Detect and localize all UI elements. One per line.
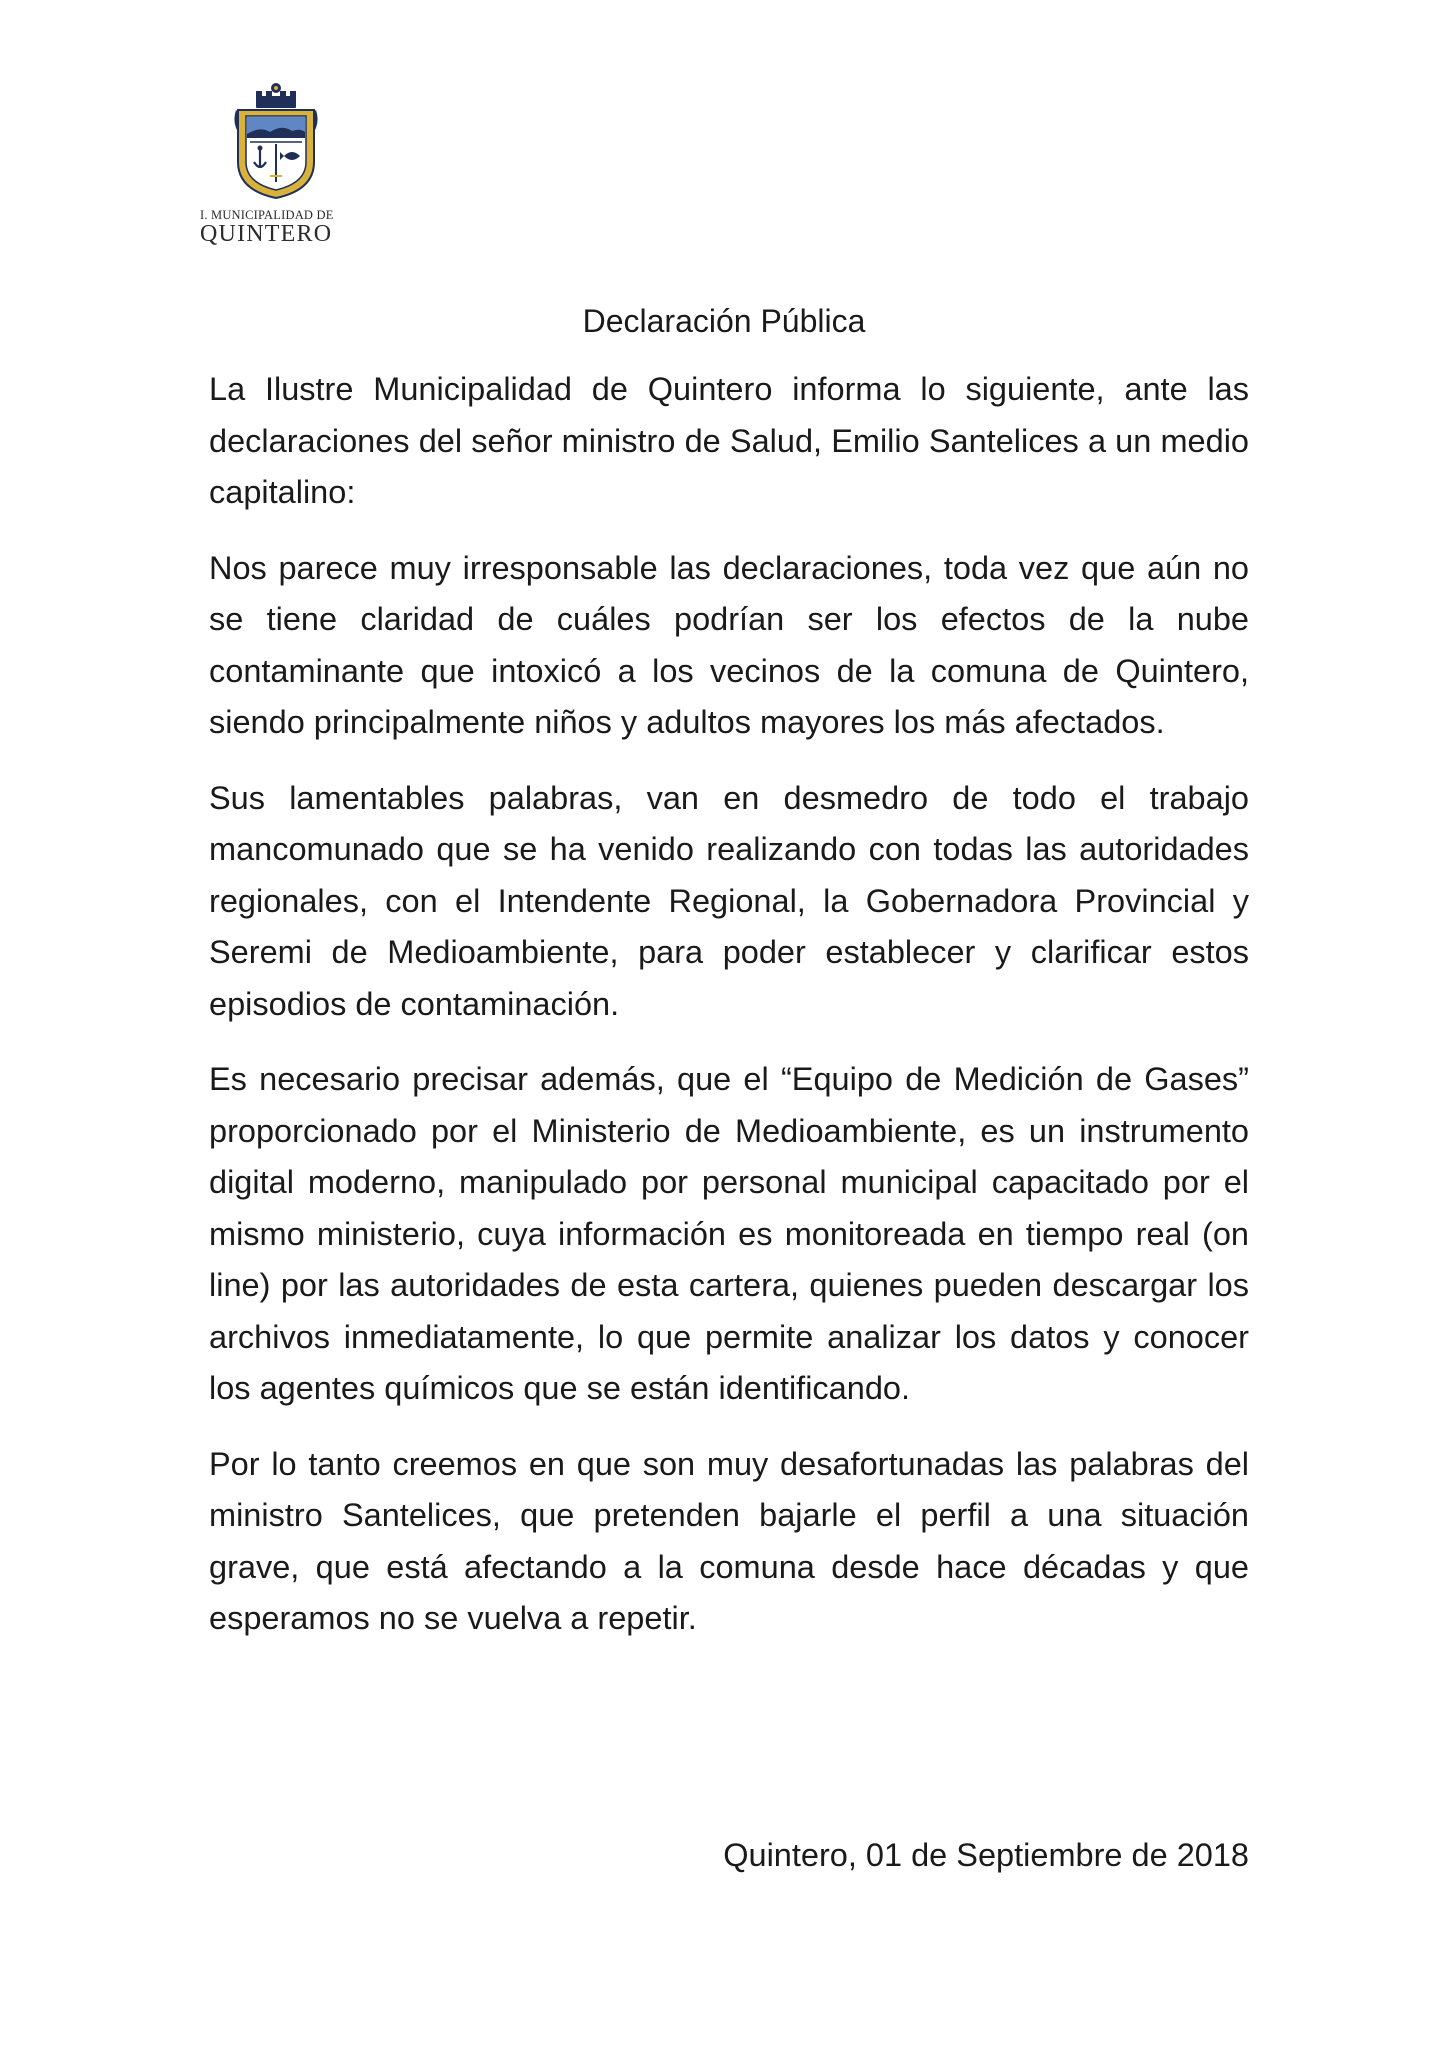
paragraph-intro: La Ilustre Municipalidad de Quintero informa lo siguiente, ante las declaraciones del señor ministro de Salud, Emilio Santelices a un medio capitalino: (209, 371, 1249, 510)
paragraph-conclusion: Por lo tanto creemos en que son muy desafortunadas las palabras del ministro Santelices, que pretenden bajarle el perfil a una situación grave, que está afectando a la comuna desde hace décadas y que esperamos no se vuelva a repetir. (209, 1445, 1249, 1636)
paragraph-equipment: Es necesario precisar además, que el “Equipo de Medición de Gases” proporcionado por el Ministerio de Medioambiente, es un instrumento digital moderno, manipulado por personal municipal capacitado por el mismo ministerio, cuya información es monitoreada en tiempo real (on line) por las autoridades de esta cartera, quienes pueden descargar los archivos inmediatamente, lo que permite analizar los datos y conocer los agentes químicos que se están identificando. (209, 1061, 1249, 1406)
paragraph-collaboration: Sus lamentables palabras, van en desmedro de todo el trabajo mancomunado que se ha venido realizando con todas las autoridades regionales, con el Intendente Regional, la Gobernadora Provincial y Seremi de Medioambiente, para poder establecer y clarificar estos episodios de contaminación. (209, 779, 1249, 1022)
logo-text-line2: QUINTERO (200, 221, 333, 247)
paragraph-statement: Nos parece muy irresponsable las declaraciones, toda vez que aún no se tiene claridad de cuáles podrían ser los efectos de la nube contaminante que intoxicó a los vecinos de la comuna de Quintero, siendo principalmente niños y adultos mayores los más afectados. (209, 549, 1249, 740)
document-body (209, 364, 1249, 1669)
place-and-date: Quintero, 01 de Septiembre de 2018 (723, 1837, 1249, 1873)
document-title: Declaración Pública (582, 303, 866, 339)
municipality-logo (200, 82, 350, 248)
logo-text-line1: I. MUNICIPALIDAD DE (200, 208, 334, 222)
municipal-crest-icon (230, 82, 322, 200)
